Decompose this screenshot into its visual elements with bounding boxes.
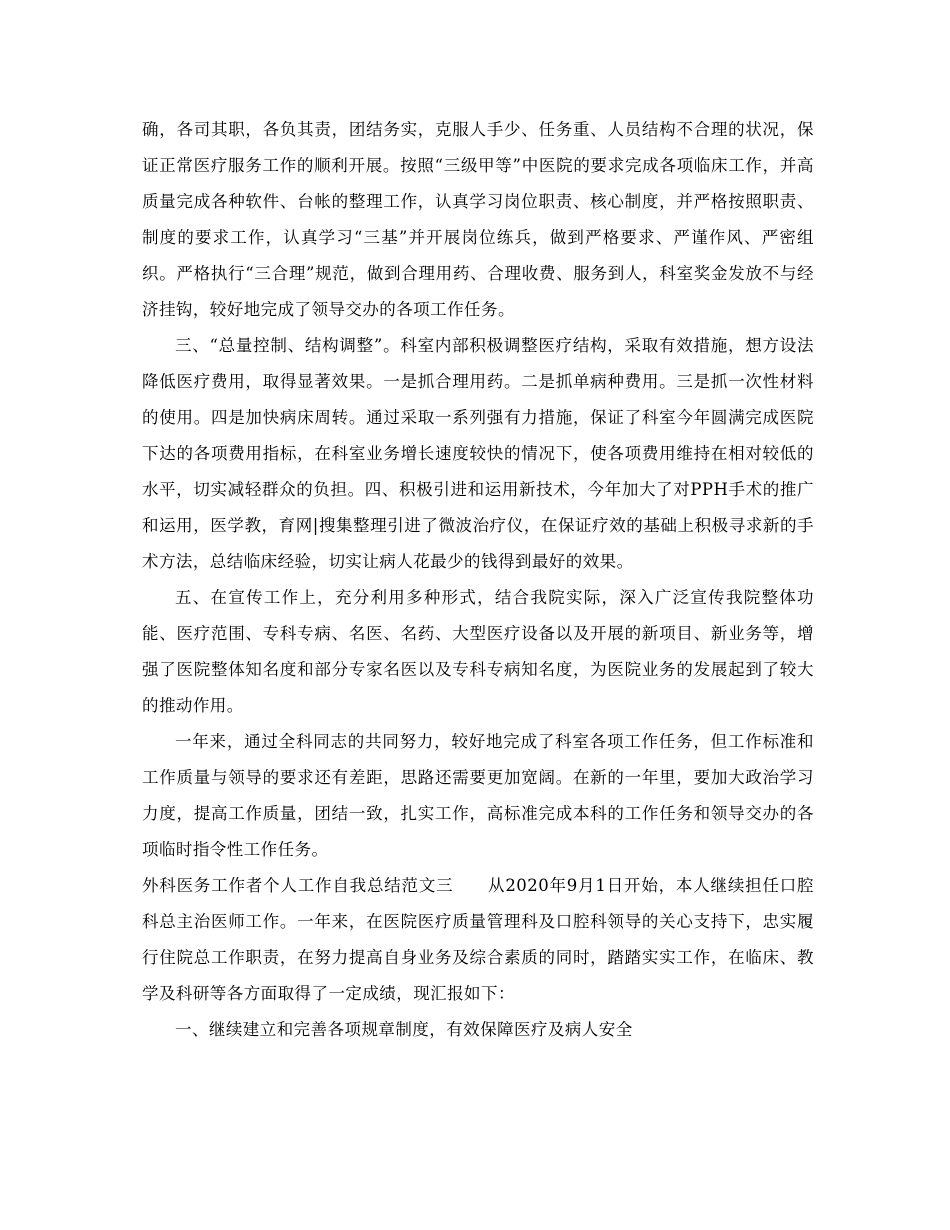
paragraph-section-one-heading: 一、继续建立和完善各项规章制度，有效保障医疗及病人安全 — [175, 1020, 633, 1039]
paragraph-publicity-work: 五、在宣传工作上，充分利用多种形式，结合我院实际，深入广泛宣传我院整体功能、医疗范围、专科专病、名医、名药、大型医疗设备以及开展的新项目、新业务等，增强了医院整体知名度和部分专家名医以及专科专病知名度，为医院业务的发展起到了较大的推动作用。 — [142, 588, 814, 715]
paragraph-cost-control: 三、“总量控制、结构调整”。科室内部积极调整医疗结构，采取有效措施，想方设法降低医疗费用，取得显著效果。一是抓合理用药。二是抓单病种费用。三是抓一次性材料的使用。四是加快病床周转。通过采取一系列强有力措施，保证了科室今年圆满完成医院下达的各项费用指标，在科室业务增长速度较快的情况下，使各项费用维持在相对较低的水平，切实减轻群众的负担。四、积极引进和运用新技术，今年加大了对PPH手术的推广和运用，医学教，育网|搜集整理引进了微波治疗仪，在保证疗效的基础上积极寻求新的手术方法，总结临床经验，切实让病人花最少的钱得到最好的效果。 — [142, 336, 814, 571]
paragraph-year-summary: 一年来，通过全科同志的共同努力，较好地完成了科室各项工作任务，但工作标准和工作质量与领导的要求还有差距，思路还需要更加宽阔。在新的一年里，要加大政治学习力度，提高工作质量，团结一致，扎实工作，高标准完成本科的工作任务和领导交办的各项临时指令性工作任务。 — [142, 732, 814, 859]
paragraph-continued-responsibilities: 确，各司其职，各负其责，团结务实，克服人手少、任务重、人员结构不合理的状况，保证正常医疗服务工作的顺利开展。按照“三级甲等”中医院的要求完成各项临床工作，并高质量完成各种软件、台帐的整理工作，认真学习岗位职责、核心制度，并严格按照职责、制度的要求工作，认真学习“三基”并开展岗位练兵，做到严格要求、严谨作风、严密组织。严格执行“三合理”规范，做到合理用药、合理收费、服务到人，科室奖金发放不与经济挂钩，较好地完成了领导交办的各项工作任务。 — [142, 120, 814, 319]
document-body — [142, 112, 814, 1048]
paragraph-sample-three-intro: 外科医务工作者个人工作自我总结范文三 从2020年9月1日开始，本人继续担任口腔科总主治医师工作。一年来，在医院医疗质量管理科及口腔科领导的关心支持下，忠实履行住院总工作职责，在努力提高自身业务及综合素质的同时，踏踏实实工作，在临床、教学及科研等各方面取得了一定成绩，现汇报如下： — [142, 876, 814, 1003]
